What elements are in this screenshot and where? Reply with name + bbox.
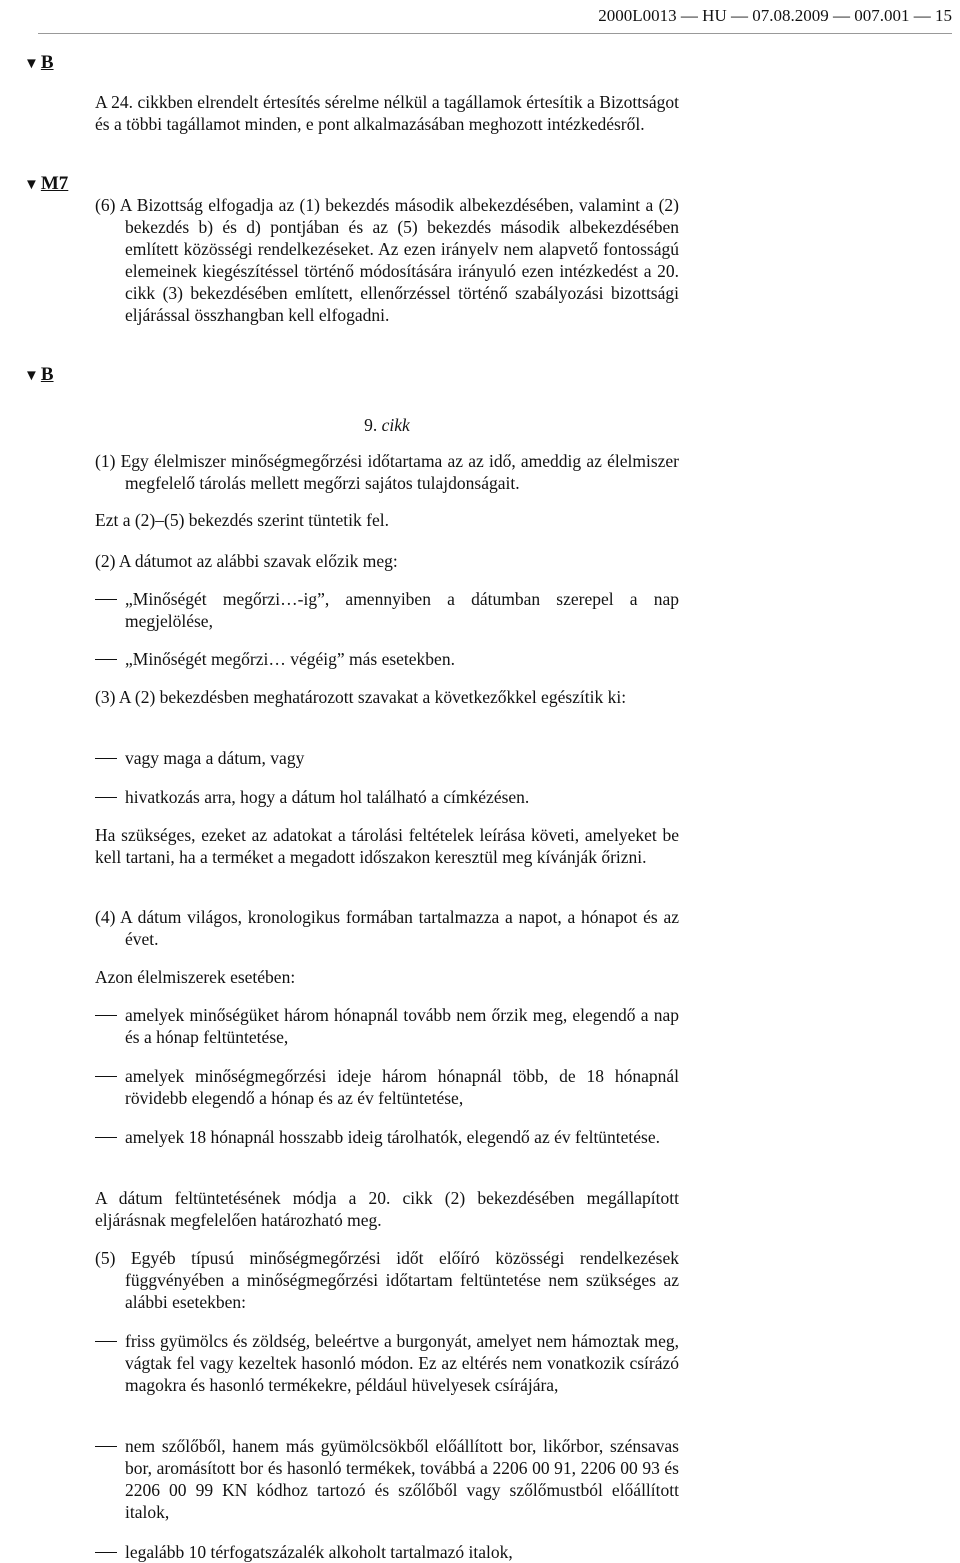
list-item: amelyek minőségüket három hónapnál tovább nem őrzik meg, elegendő a nap és a hónap feltüntetése, — [95, 1004, 679, 1048]
paragraph-3b: Ha szükséges, ezeket az adatokat a tárolási feltételek leírása követi, amelyeket be kell tartani, ha a terméket a megadott időszakon keresztül meg kívánják őrizni. — [95, 825, 679, 867]
list-item: „Minőségét megőrzi… végéig” más esetekben. — [95, 648, 679, 670]
paragraph-4b: Azon élelmiszerek esetében: — [95, 967, 296, 987]
paragraph-1b: Ezt a (2)–(5) bekezdés szerint tüntetik fel. — [95, 510, 389, 530]
list-item: amelyek minőségmegőrzési ideje három hónapnál több, de 18 hónapnál rövidebb elegendő a hónap és az év feltüntetése, — [95, 1065, 679, 1109]
list-item: nem szőlőből, hanem más gyümölcsökből előállított bor, likőrbor, szénsavas bor, aromásított bor és hasonló termékek, továbbá a 2206 00 91, 2206 00 93 és 2206 00 99 KN kódhoz tartozó és szőlőből vagy szőlőmustból előállított italok, — [95, 1435, 679, 1523]
triangle-down-icon: ▼ — [24, 56, 39, 72]
amendment-marker: ▼ M7 — [24, 173, 69, 194]
amendment-marker: ▼ B — [24, 364, 54, 385]
paragraph-1: (1) Egy élelmiszer minőségmegőrzési időtartama az az idő, ameddig az élelmiszer megfelelő tárolás mellett megőrzi sajátos tulajdonságait. — [95, 451, 679, 493]
list-item: friss gyümölcs és zöldség, beleértve a burgonyát, amelyet nem hámoztak meg, vágtak fel vagy kezeltek hasonló módon. Ez az eltérés nem vonatkozik csírázó magokra és hasonló termékekre, például hüvelyesek csírájára, — [95, 1330, 679, 1396]
paragraph-2: (2) A dátumot az alábbi szavak előzik meg: — [95, 551, 398, 571]
list-item: legalább 10 térfogatszázalék alkoholt tartalmazó italok, — [95, 1541, 679, 1563]
paragraph-6: (6) A Bizottság elfogadja az (1) bekezdés második albekezdésében, valamint a (2) bekezdés b) és d) pontjában és az (5) bekezdés második albekezdésében említett közösségi rendelkezéseket. Az ezen irányelv nem alapvető fontosságú elemeinek kiegészítéssel történő módosítására irányuló ezen intézkedést a 20. cikk (3) bekezdésében említett, ellenőrzéssel történő szabályozási bizottsági eljárással összhangban kell elfogadni. — [95, 195, 679, 325]
page-header — [598, 6, 952, 26]
header-rule — [38, 33, 952, 34]
paragraph-5: (5) Egyéb típusú minőségmegőrzési időt előíró közösségi rendelkezések függvényében a minőségmegőrzési időtartam feltüntetése nem szükséges az alábbi esetekben: — [95, 1248, 679, 1312]
amendment-marker: ▼ B — [24, 52, 54, 73]
paragraph-3: (3) A (2) bekezdésben meghatározott szavakat a következőkkel egészítik ki: — [95, 687, 627, 707]
triangle-down-icon: ▼ — [24, 177, 39, 193]
paragraph-intro: A 24. cikkben elrendelt értesítés sérelme nélkül a tagállamok értesítik a Bizottságot és a többi tagállamot minden, e pont alkalmazásában meghozott intézkedésről. — [95, 92, 679, 134]
list-item: amelyek 18 hónapnál hosszabb ideig tárolhatók, elegendő az év feltüntetése. — [95, 1126, 679, 1148]
list-item: vagy maga a dátum, vagy — [95, 747, 679, 769]
list-item: hivatkozás arra, hogy a dátum hol található a címkézésen. — [95, 786, 679, 808]
list-item: „Minőségét megőrzi…-ig”, amennyiben a dátumban szerepel a nap megjelölése, — [95, 588, 679, 632]
paragraph-4: (4) A dátum világos, kronologikus formában tartalmazza a napot, a hónapot és az évet. — [95, 907, 679, 949]
article-title: 9. cikk — [364, 415, 410, 435]
paragraph-4c: A dátum feltüntetésének módja a 20. cikk (2) bekezdésében megállapított eljárásnak megfelelően határozható meg. — [95, 1188, 679, 1230]
triangle-down-icon: ▼ — [24, 368, 39, 384]
header-text: 2000L0013 — HU — 07.08.2009 — 007.001 — 15 — [598, 6, 952, 25]
